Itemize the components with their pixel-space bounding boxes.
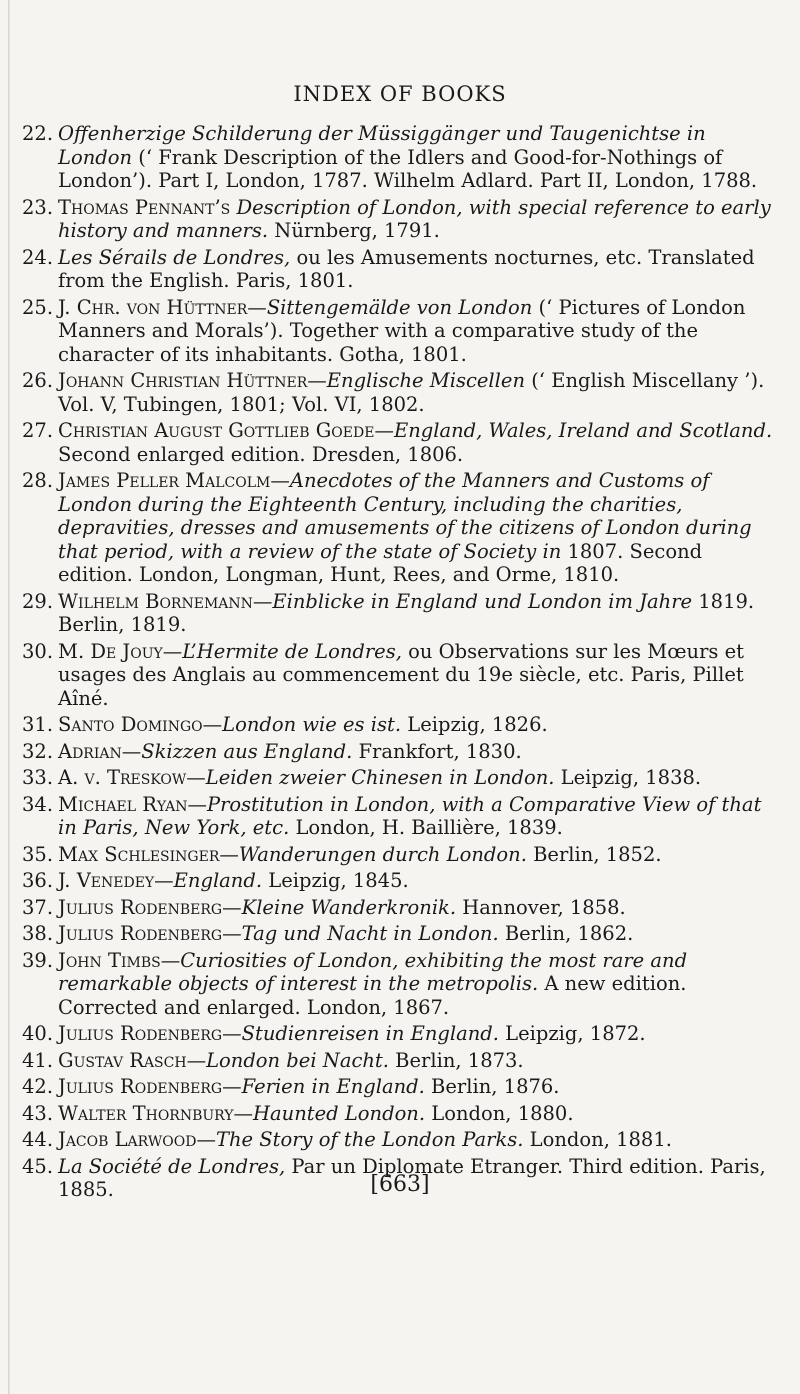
index-entry [22,590,782,637]
entry-title: England. [173,869,263,892]
entry-details: Leipzig, 1838. [554,766,702,789]
entry-title: Leiden zweier Chinesen in London. [205,766,555,789]
index-entry [22,122,782,193]
entry-title: Einblicke in England und London im Jahre [272,589,693,613]
entry-details: (‘ Pictures of London Manners and Morals’). Together with a comparative study of the character of its inhabitants. Gotha, 1801. [58,295,746,366]
index-entry [22,419,782,466]
entry-author: John Timbs— [58,948,181,972]
entry-number: 36. [22,869,54,892]
index-entry [22,1128,782,1152]
entry-details: Berlin, 1873. [388,1048,524,1072]
entry-author: J. Chr. von Hüttner— [58,295,267,319]
entry-number: 43. [22,1101,54,1125]
entry-details: London, 1881. [523,1128,672,1151]
entry-number: 31. [22,713,54,736]
index-entry [22,296,782,367]
entry-title: La Société de Londres, [58,1154,286,1178]
index-entry [22,1102,782,1126]
index-entry [22,1022,782,1046]
entry-details: Hannover, 1858. [456,895,626,919]
entry-author: A. v. Treskow— [58,766,206,789]
entry-details: (‘ English Miscellany ’). Vol. V, Tubingen, 1801; Vol. VI, 1802. [58,369,765,416]
entry-number: 42. [22,1075,54,1098]
entry-author: Julius Rodenberg— [58,1022,242,1045]
entry-details: Frankfort, 1830. [352,739,522,763]
entry-title: Haunted London. [253,1101,426,1125]
entry-author: Johann Christian Hüttner— [58,369,327,392]
entry-title: The Story of the London Parks. [215,1128,524,1151]
entry-details: Leipzig, 1845. [262,869,409,892]
entry-author: Jacob Larwood— [58,1128,216,1151]
entry-details: London, 1880. [425,1101,574,1125]
index-entry [22,469,782,587]
entry-author: Michael Ryan— [58,792,207,816]
entry-details: ou Observations sur les Mœurs et usages des Anglais au commencement du 19e siècle, etc. Paris, Pillet Aîné. [58,639,744,710]
entry-details: 1807. Second edition. London, Longman, Hunt, Rees, and Orme, 1810. [58,539,703,586]
entry-title: London wie es ist. [222,713,402,736]
entry-details: 1819. Berlin, 1819. [58,589,755,636]
entry-details: Berlin, 1876. [424,1075,560,1098]
index-entry [22,869,782,893]
entry-number: 22. [22,122,54,145]
entry-details: Leipzig, 1826. [401,713,548,736]
entry-number: 27. [22,419,54,442]
entry-title: Englische Miscellen [326,369,525,392]
entry-details: Berlin, 1862. [498,922,634,945]
entry-details: Second enlarged edition. Dresden, 1806. [58,442,464,466]
entry-title: Description of London, with special reference to early history and manners. [58,195,771,242]
entry-title: Prostitution in London, with a Comparative View of that in Paris, New York, etc. [58,792,762,839]
entry-details: ou les Amusements nocturnes, etc. Translated from the English. Paris, 1801. [58,245,755,292]
entry-title: Sittengemälde von London [266,295,533,319]
index-entry [22,1075,782,1099]
entry-title: Anecdotes of the Manners and Customs of London during the Eighteenth Century, including the charities, depravities, dresses and amusements of the citizens of London during that period, with a review of the state of Society in [58,469,752,563]
entry-title: Offenherzige Schilderung der Müssiggänger und Taugenichtse in London [58,122,706,169]
entry-details: Nürnberg, 1791. [268,219,440,242]
index-entry [22,766,782,790]
entry-author: Max Schlesinger— [58,842,239,866]
entry-title: London bei Nacht. [206,1048,389,1072]
page-title: INDEX OF BOOKS [293,82,507,106]
entry-author: Julius Rodenberg— [58,1075,242,1098]
index-entry [22,713,782,737]
entry-number: 33. [22,766,54,789]
entry-number: 44. [22,1128,54,1151]
entry-number: 25. [22,295,54,319]
entry-author: Gustav Rasch— [58,1048,207,1072]
entry-author: Christian August Gottlieb Goede— [58,419,394,442]
entry-title: Tag und Nacht in London. [241,922,499,945]
entry-author: J. Venedey— [58,869,174,892]
entry-title: Studienreisen in England. [241,1022,499,1045]
entry-details: London, H. Baillière, 1839. [289,816,563,839]
entry-author: Wilhelm Bornemann— [58,589,273,613]
entry-author: Santo Domingo— [58,713,223,736]
entry-title: Kleine Wanderkronik. [241,895,457,919]
entry-number: 45. [22,1154,54,1178]
entry-details: A new edition. Corrected and enlarged. London, 1867. [58,972,687,1019]
entry-number: 38. [22,922,54,945]
entry-number: 35. [22,842,54,866]
entry-author: Julius Rodenberg— [58,895,242,919]
entry-author: Adrian— [58,739,142,763]
index-entry [22,740,782,764]
entry-details: Par un Diplomate Etranger. Third edition. Paris, 1885. [58,1154,766,1201]
entry-number: 29. [22,589,54,613]
entry-title: Les Sérails de Londres, [58,245,291,269]
entry-author: Thomas Pennant’s [58,195,237,219]
entry-number: 24. [22,245,54,269]
entry-author: M. De Jouy— [58,639,183,663]
entry-number: 28. [22,469,54,492]
index-entry [22,640,782,711]
entry-details: Berlin, 1852. [526,842,662,866]
entry-details: Leipzig, 1872. [498,1022,646,1045]
entry-author: Julius Rodenberg— [58,922,242,945]
entry-number: 32. [22,739,54,763]
entry-number: 39. [22,948,54,972]
entry-details: (‘ Frank Description of the Idlers and Good-for-Nothings of London’). Part I, London, 1787. Wilhelm Adlard. Part II, London, 1788. [58,145,758,192]
entry-title: Wanderungen durch London. [238,842,527,866]
index-entry [22,843,782,867]
index-entry [22,793,782,840]
entry-title: Curiosities of London, exhibiting the most rare and remarkable objects of interest in the metropolis. [58,948,688,995]
entry-title: Skizzen aus England. [141,739,353,763]
entry-number: 23. [22,195,54,219]
entry-number: 37. [22,895,54,919]
index-entry [22,246,782,293]
entry-title: England, Wales, Ireland and Scotland. [393,419,773,442]
entry-number: 30. [22,639,54,663]
index-entry [22,1049,782,1073]
book-index-list [22,122,782,1205]
index-entry [22,196,782,243]
index-entry [22,896,782,920]
entry-author: James Peller Malcolm— [58,469,290,492]
entry-number: 41. [22,1048,54,1072]
index-entry [22,369,782,416]
index-entry [22,949,782,1020]
page-number: [663] [370,1172,430,1197]
entry-number: 26. [22,369,54,392]
index-entry [22,922,782,946]
entry-number: 34. [22,792,54,816]
entry-author: Walter Thornbury— [58,1101,254,1125]
entry-number: 40. [22,1022,54,1045]
entry-title: Ferien in England. [241,1075,425,1098]
entry-title: L’Hermite de Londres, [182,639,402,663]
